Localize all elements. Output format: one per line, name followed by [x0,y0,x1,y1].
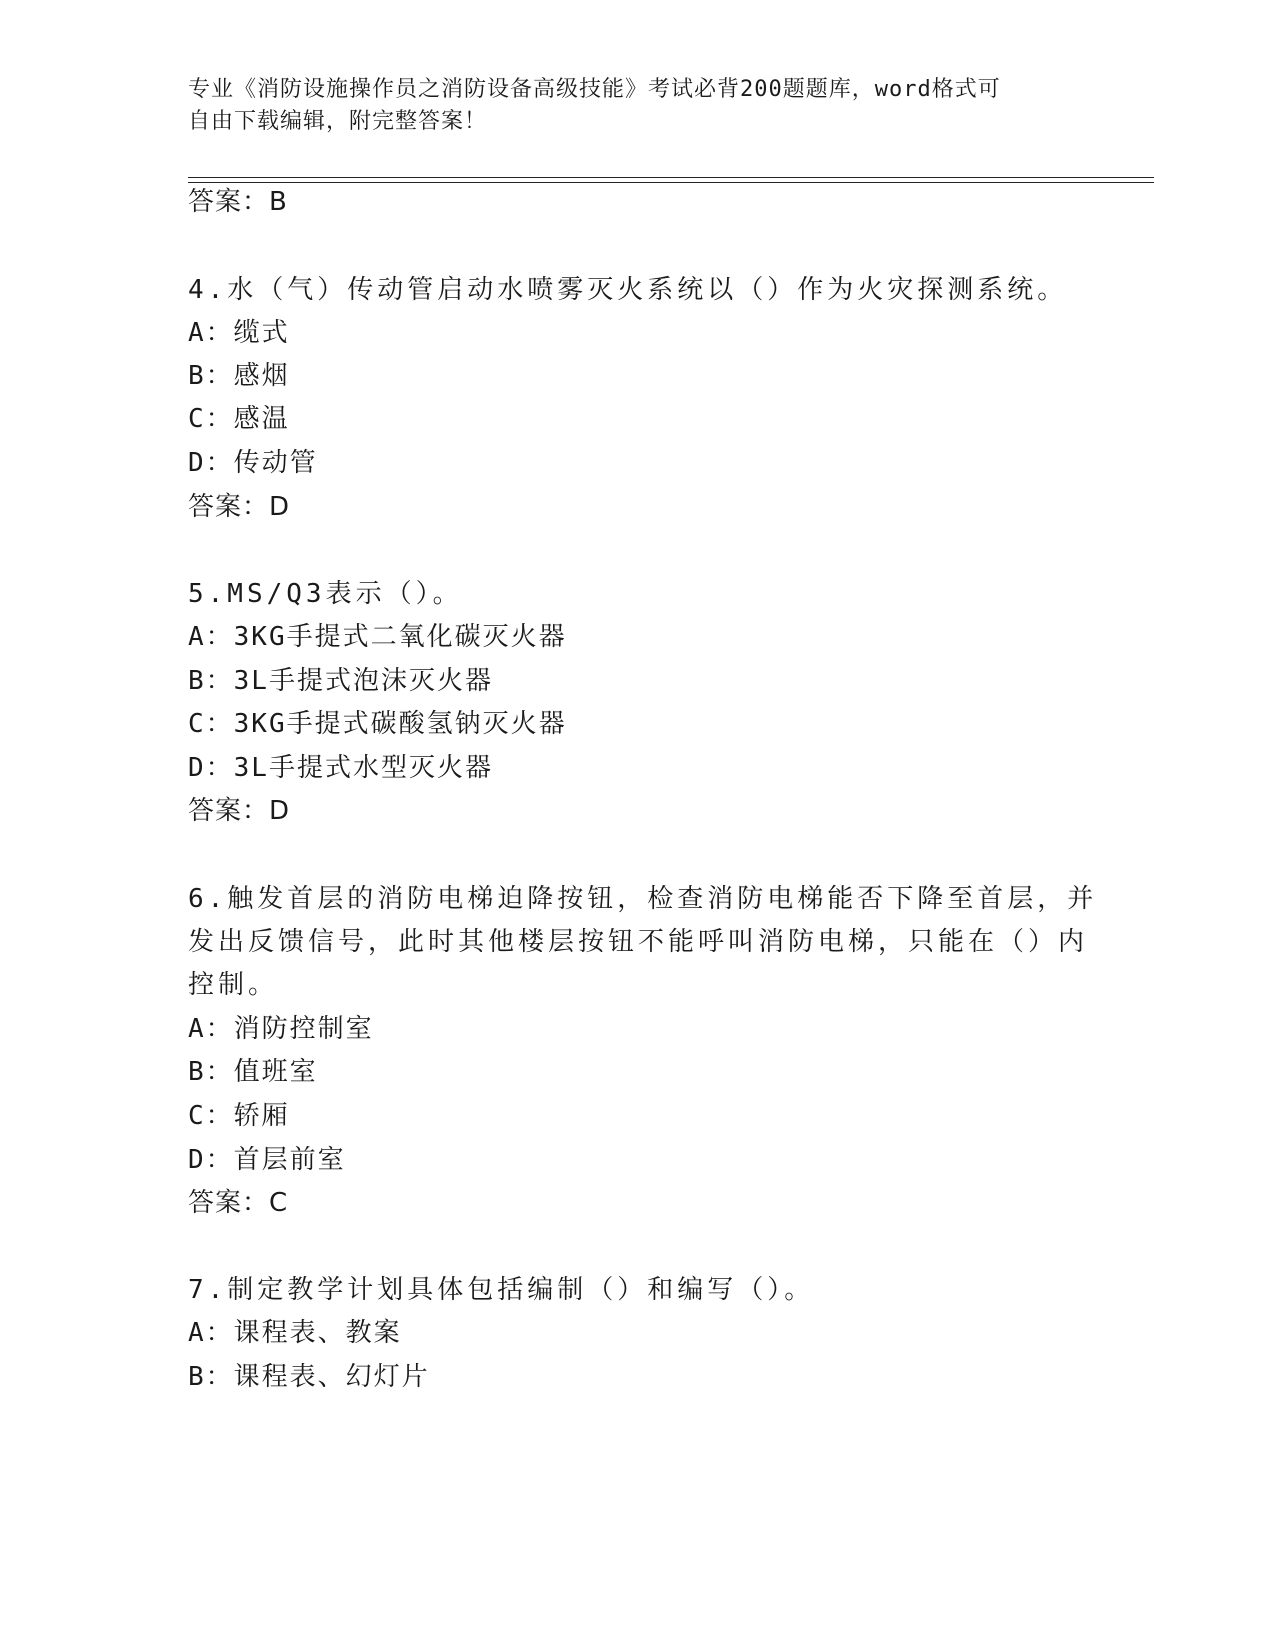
question-4-answer: 答案：D [188,492,291,522]
question-6-answer: 答案：C [188,1188,289,1218]
header-line-2: 自由下载编辑，附完整答案！ [188,109,488,134]
question-5-option-b: B：3L手提式泡沫灭火器 [188,666,493,696]
question-4-option-d: D：传动管 [188,448,318,478]
question-6-stem-line-2: 发出反馈信号，此时其他楼层按钮不能呼叫消防电梯，只能在（）内 [188,927,1089,957]
question-7-stem: 7.制定教学计划具体包括编制（）和编写（）。 [188,1275,815,1305]
question-6-stem-line-1: 6.触发首层的消防电梯迫降按钮，检查消防电梯能否下降至首层，并 [188,884,1098,914]
question-5-option-c: C：3KG手提式碳酸氢钠灭火器 [188,709,567,739]
header-divider-bottom [188,182,1154,183]
question-5-stem: 5.MS/Q3表示（）。 [188,579,463,609]
question-6-option-c: C：轿厢 [188,1101,290,1131]
question-4-option-b: B：感烟 [188,361,290,391]
question-6-option-a: A：消防控制室 [188,1014,374,1044]
header-divider-top [188,177,1154,178]
question-4-option-a: A：缆式 [188,318,290,348]
question-5-option-d: D：3L手提式水型灭火器 [188,753,493,783]
question-6-option-d: D：首层前室 [188,1145,346,1175]
question-4-stem: 4.水（气）传动管启动水喷雾灭火系统以（）作为火灾探测系统。 [188,275,1068,305]
document-header [188,74,1088,138]
previous-answer: 答案：B [188,187,288,217]
question-6-option-b: B：值班室 [188,1057,318,1087]
header-line-1: 专业《消防设施操作员之消防设备高级技能》考试必背200题题库，word格式可 [188,77,1001,102]
question-7-option-b: B：课程表、幻灯片 [188,1362,430,1392]
question-5-option-a: A：3KG手提式二氧化碳灭火器 [188,622,567,652]
question-4-option-c: C：感温 [188,404,290,434]
question-7-option-a: A：课程表、教案 [188,1318,402,1348]
question-6-stem-line-3: 控制。 [188,970,279,1000]
question-5-answer: 答案：D [188,796,291,826]
